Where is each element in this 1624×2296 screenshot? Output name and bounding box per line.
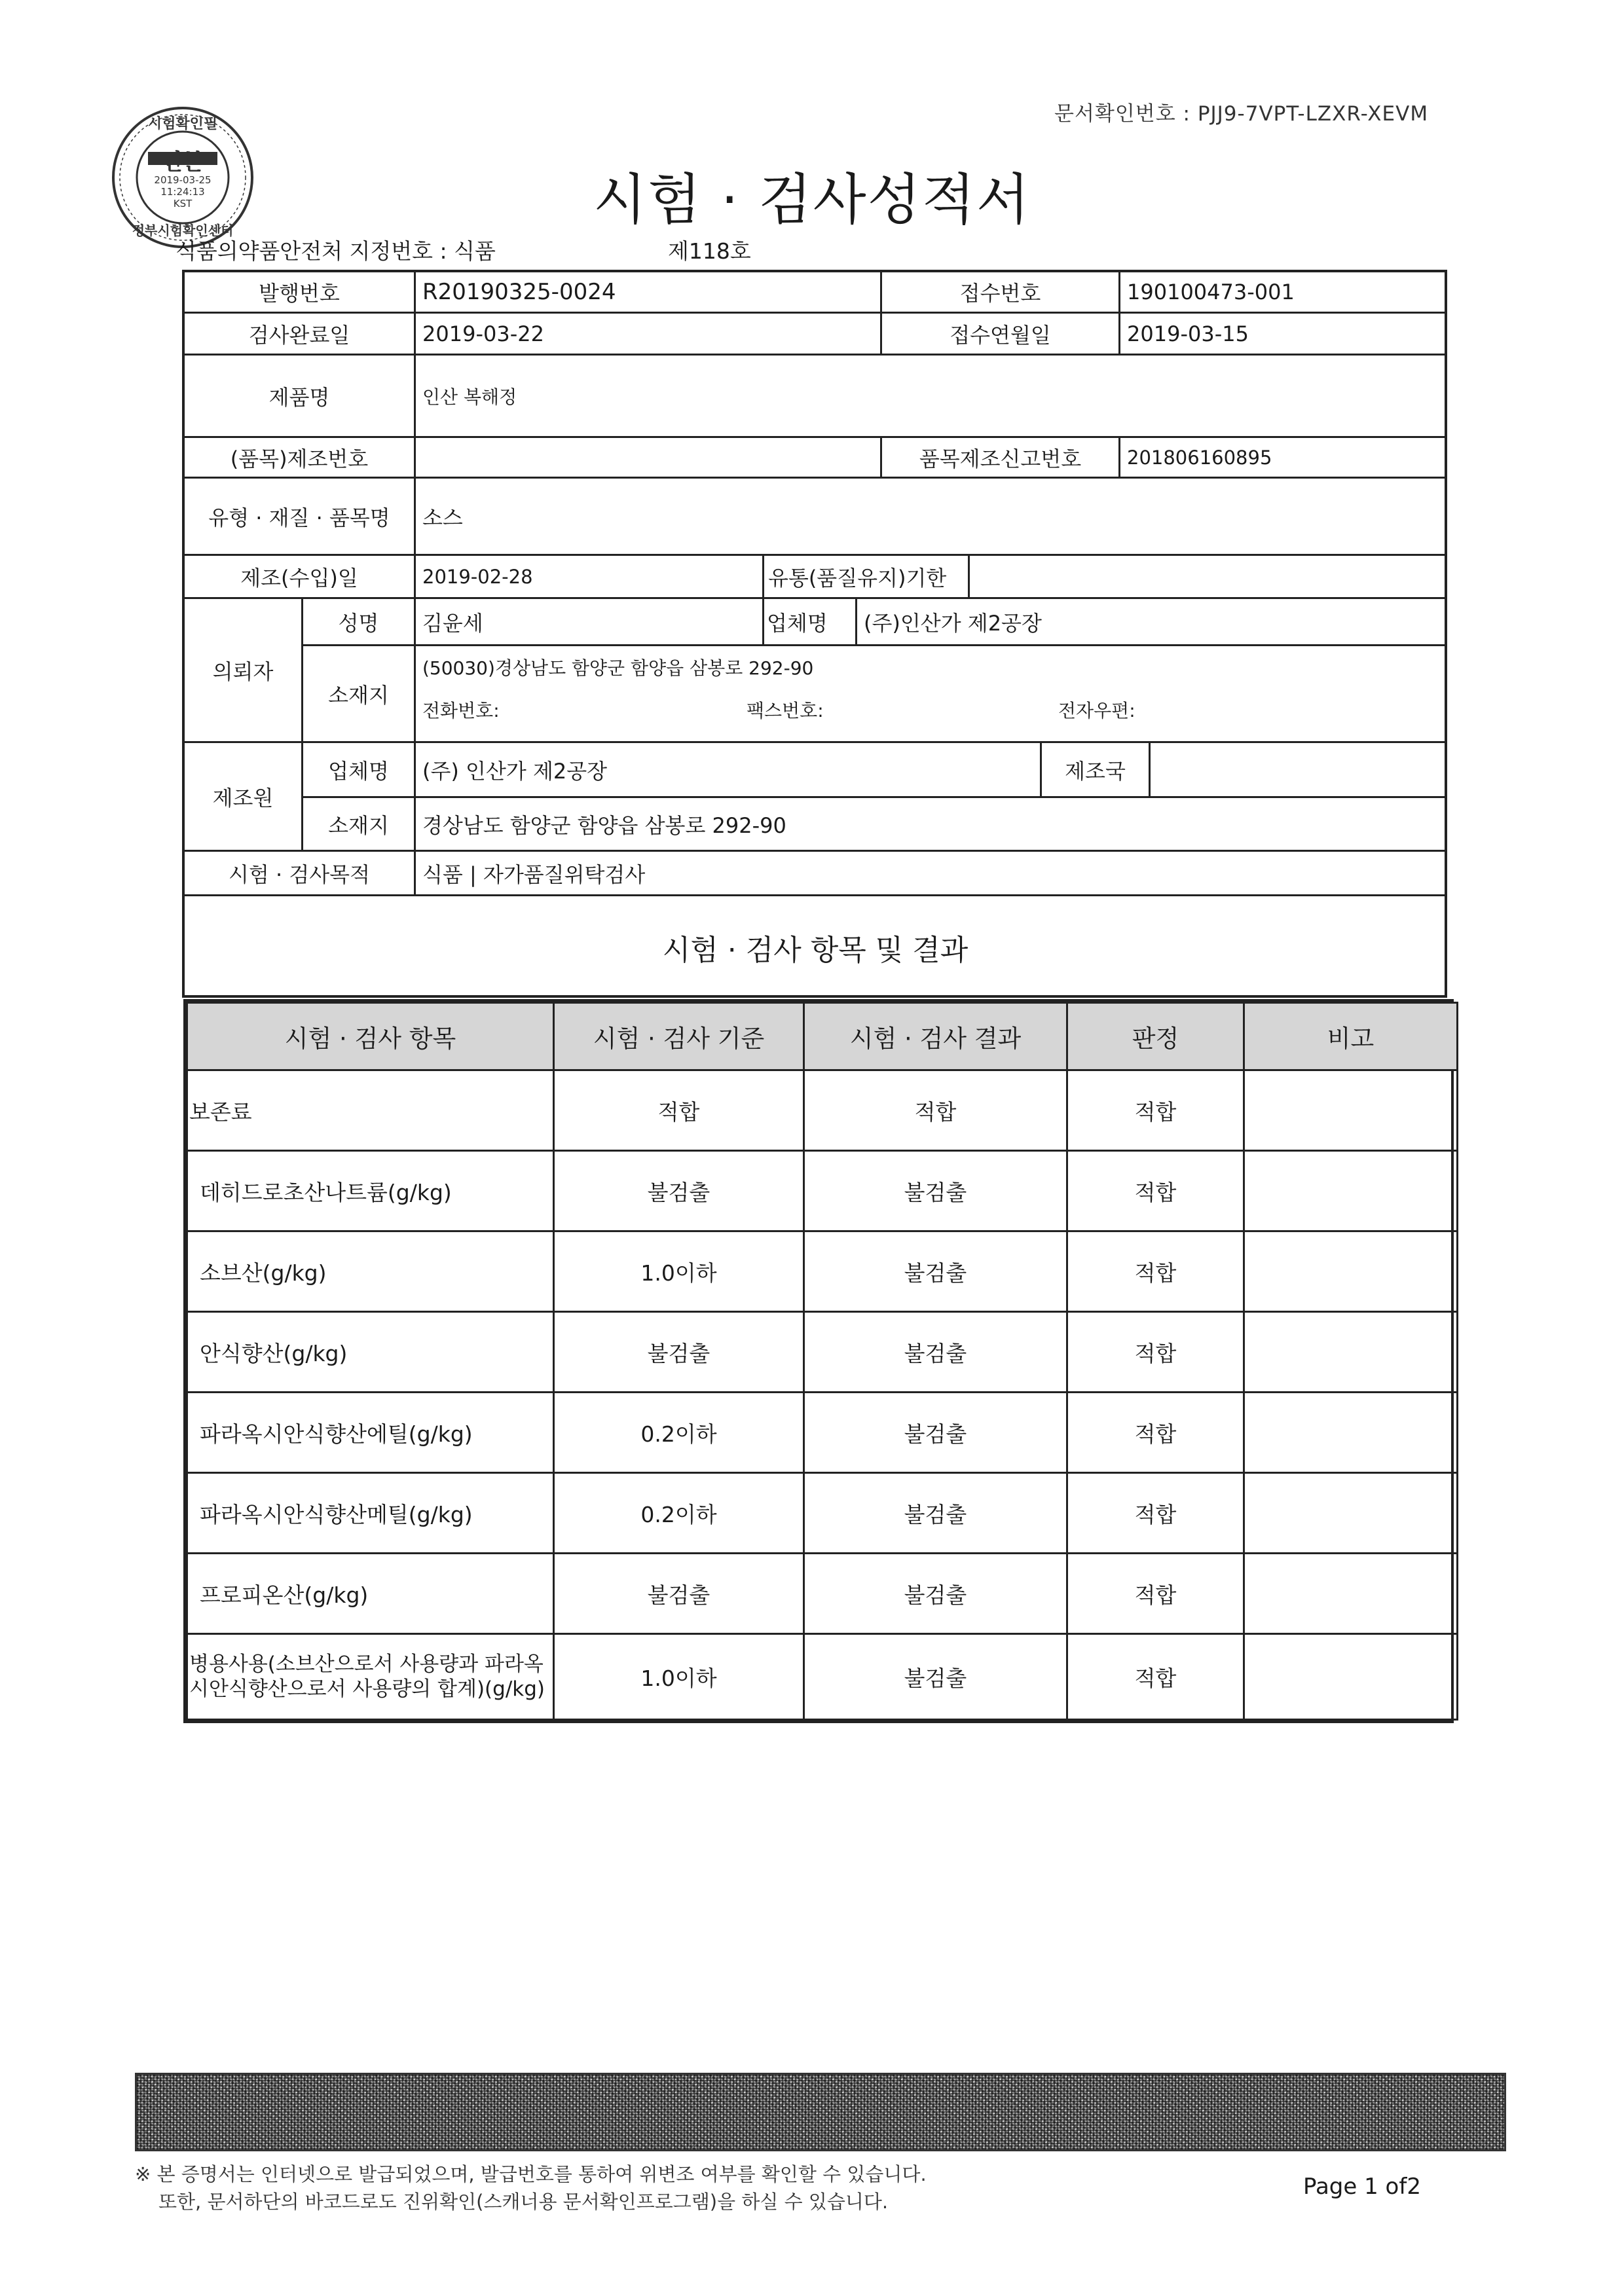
table-row bbox=[187, 1393, 1458, 1473]
item-result: 불검출 bbox=[804, 1554, 1067, 1634]
issue-no-value: R20190325-0024 bbox=[422, 279, 616, 305]
item-remarks bbox=[1244, 1393, 1458, 1473]
maker-company-value: (주) 인산가 제2공장 bbox=[422, 758, 608, 784]
product-label: 제품명 bbox=[268, 384, 330, 410]
table-row bbox=[187, 1231, 1458, 1312]
maker-addr-label: 소재지 bbox=[328, 812, 389, 838]
designation-line bbox=[175, 234, 751, 265]
receipt-no-label: 접수번호 bbox=[959, 281, 1041, 306]
phone-label: 전화번호: bbox=[422, 700, 500, 721]
item-remarks bbox=[1244, 1151, 1458, 1231]
item-result: 적합 bbox=[804, 1070, 1067, 1151]
item-remarks bbox=[1244, 1070, 1458, 1151]
document-confirm-number: 문서확인번호 : PJJ9-7VPT-LZXR-XEVM bbox=[1054, 102, 1429, 126]
type-value: 소스 bbox=[422, 505, 463, 530]
item-standard: 1.0이하 bbox=[554, 1634, 804, 1720]
designation-label: 식품의약품안전처 지정번호 : 식품 bbox=[175, 238, 496, 264]
item-result: 불검출 bbox=[804, 1393, 1067, 1473]
item-judgment: 적합 bbox=[1067, 1634, 1244, 1720]
item-remarks bbox=[1244, 1554, 1458, 1634]
expiry-value bbox=[970, 556, 1447, 597]
info-table bbox=[182, 270, 1447, 998]
country-label: 제조국 bbox=[1065, 758, 1126, 784]
header-item: 시험 · 검사 항목 bbox=[187, 1003, 554, 1070]
results-header-row bbox=[187, 1003, 1458, 1070]
client-company-label: 업체명 bbox=[767, 610, 828, 636]
item-standard: 불검출 bbox=[554, 1312, 804, 1393]
table-row bbox=[187, 1634, 1458, 1720]
item-standard: 0.2이하 bbox=[554, 1393, 804, 1473]
client-company-value: (주)인산가 제2공장 bbox=[864, 610, 1042, 636]
table-row bbox=[187, 1312, 1458, 1393]
item-judgment: 적합 bbox=[1067, 1070, 1244, 1151]
item-remarks bbox=[1244, 1473, 1458, 1554]
seal-tz: KST bbox=[173, 198, 193, 210]
fax-label: 팩스번호: bbox=[747, 700, 824, 721]
notice-line-1: ※ 본 증명서는 인터넷으로 발급되었으며, 발급번호를 통하여 위변조 여부를 확인할 수 있습니다. bbox=[135, 2163, 927, 2185]
receipt-no-value: 190100473-001 bbox=[1127, 280, 1295, 304]
page-title: 시험 · 검사성적서 bbox=[593, 168, 1031, 232]
item-standard: 적합 bbox=[554, 1070, 804, 1151]
report-no-label: 품목제조신고번호 bbox=[919, 446, 1082, 471]
item-name: 데히드로초산나트륨(g/kg) bbox=[187, 1151, 554, 1231]
item-remarks bbox=[1244, 1231, 1458, 1312]
header-standard: 시험 · 검사 기준 bbox=[554, 1003, 804, 1070]
header-remarks: 비고 bbox=[1244, 1003, 1458, 1070]
client-addr-label: 소재지 bbox=[328, 682, 389, 708]
designation-number: 제118호 bbox=[668, 238, 751, 264]
table-row bbox=[187, 1070, 1458, 1151]
client-label: 의뢰자 bbox=[212, 659, 274, 684]
seal-time: 11:24:13 bbox=[160, 186, 205, 198]
item-judgment: 적합 bbox=[1067, 1231, 1244, 1312]
item-name: 파라옥시안식향산에틸(g/kg) bbox=[187, 1393, 554, 1473]
client-name-value: 김윤세 bbox=[422, 610, 483, 636]
email-label: 전자우편: bbox=[1058, 700, 1135, 721]
table-row bbox=[187, 1473, 1458, 1554]
notice-line-2: 또한, 문서하단의 바코드로도 진위확인(스캐너용 문서확인프로그램)을 하실 수 있습니다. bbox=[158, 2191, 889, 2213]
page-number: Page 1 of2 bbox=[1303, 2174, 1421, 2200]
country-value bbox=[1151, 743, 1447, 796]
item-judgment: 적합 bbox=[1067, 1473, 1244, 1554]
item-standard: 불검출 bbox=[554, 1554, 804, 1634]
footer-notice bbox=[135, 2160, 927, 2215]
type-label: 유형 · 재질 · 품목명 bbox=[208, 505, 390, 530]
item-remarks bbox=[1244, 1312, 1458, 1393]
product-value: 인산 복해정 bbox=[422, 386, 517, 408]
item-name: 안식향산(g/kg) bbox=[187, 1312, 554, 1393]
table-row bbox=[187, 1151, 1458, 1231]
lot-value bbox=[416, 438, 880, 477]
purpose-label: 시험 · 검사목적 bbox=[229, 862, 370, 887]
item-result: 불검출 bbox=[804, 1231, 1067, 1312]
item-name: 소브산(g/kg) bbox=[187, 1231, 554, 1312]
purpose-value: 식품 | 자가품질위탁검사 bbox=[422, 862, 646, 887]
item-result: 불검출 bbox=[804, 1634, 1067, 1720]
receipt-date-label: 접수연월일 bbox=[950, 322, 1051, 348]
item-result: 불검출 bbox=[804, 1312, 1067, 1393]
item-judgment: 적합 bbox=[1067, 1151, 1244, 1231]
item-result: 불검출 bbox=[804, 1473, 1067, 1554]
seal-date: 2019-03-25 bbox=[154, 174, 212, 186]
item-name: 병용사용(소브산으로서 사용량과 파라옥시안식향산으로서 사용량의 합계)(g/kg) bbox=[187, 1634, 554, 1720]
client-name-label: 성명 bbox=[338, 610, 379, 636]
item-standard: 1.0이하 bbox=[554, 1231, 804, 1312]
item-result: 불검출 bbox=[804, 1151, 1067, 1231]
maker-company-label: 업체명 bbox=[328, 758, 389, 784]
mfg-date-label: 제조(수입)일 bbox=[240, 565, 358, 591]
item-standard: 불검출 bbox=[554, 1151, 804, 1231]
seal-bottom-text: 정부시험확인센터 bbox=[132, 223, 234, 238]
header-judgment: 판정 bbox=[1067, 1003, 1244, 1070]
item-judgment: 적합 bbox=[1067, 1393, 1244, 1473]
mfg-date-value: 2019-02-28 bbox=[422, 565, 533, 588]
item-name: 파라옥시안식향산메틸(g/kg) bbox=[187, 1473, 554, 1554]
table-row bbox=[187, 1554, 1458, 1634]
header-result: 시험 · 검사 결과 bbox=[804, 1003, 1067, 1070]
seal-center-text: 진본 bbox=[161, 149, 204, 175]
item-judgment: 적합 bbox=[1067, 1554, 1244, 1634]
receipt-date-value: 2019-03-15 bbox=[1127, 321, 1249, 346]
seal-top-text: 시험확인필 bbox=[147, 116, 218, 132]
section-title: 시험 · 검사 항목 및 결과 bbox=[662, 933, 969, 967]
verification-barcode bbox=[135, 2073, 1506, 2151]
done-date-label: 검사완료일 bbox=[248, 322, 350, 348]
item-name: 프로피온산(g/kg) bbox=[187, 1554, 554, 1634]
results-table bbox=[183, 999, 1454, 1723]
maker-addr-value: 경상남도 함양군 함양읍 삼봉로 292-90 bbox=[422, 812, 786, 838]
client-addr-value: (50030)경상남도 함양군 함양읍 삼봉로 292-90 bbox=[422, 657, 814, 679]
done-date-value: 2019-03-22 bbox=[422, 321, 544, 346]
item-name: 보존료 bbox=[187, 1070, 554, 1151]
lot-label: (품목)제조번호 bbox=[230, 446, 369, 471]
expiry-label: 유통(품질유지)기한 bbox=[768, 565, 947, 591]
issue-no-label: 발행번호 bbox=[259, 281, 340, 306]
maker-label: 제조원 bbox=[212, 785, 274, 811]
report-no-value: 201806160895 bbox=[1127, 446, 1272, 469]
item-standard: 0.2이하 bbox=[554, 1473, 804, 1554]
item-judgment: 적합 bbox=[1067, 1312, 1244, 1393]
item-remarks bbox=[1244, 1634, 1458, 1720]
